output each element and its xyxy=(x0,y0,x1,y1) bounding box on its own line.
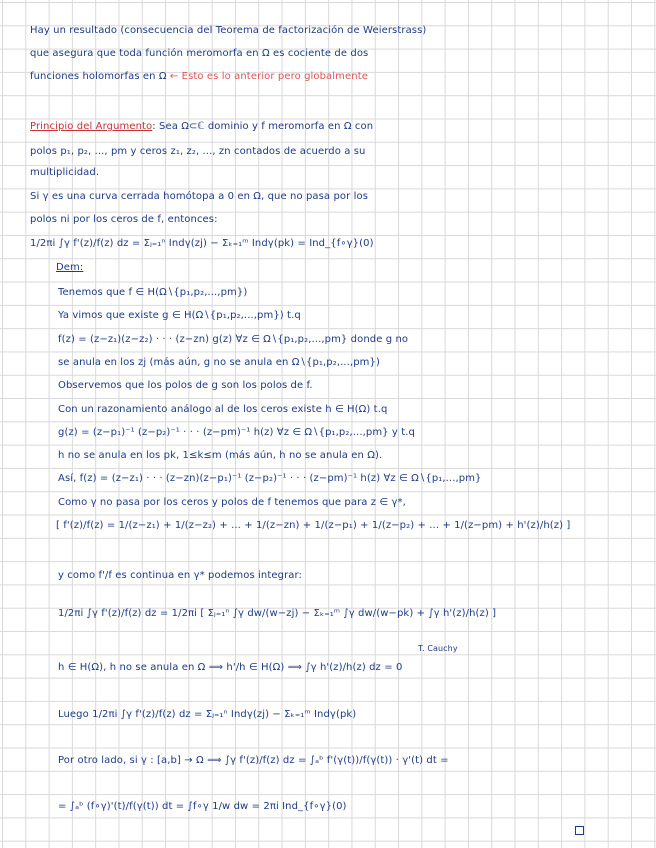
proof-holomorphic-line: h ∈ H(Ω), h no se anula en Ω ⟹ h'/h ∈ H(Ω) ⟹ ∫γ h'(z)/h(z) dz = 0 xyxy=(58,662,403,673)
principle-line-5: polos ni por los ceros de f, entonces: xyxy=(30,214,218,225)
intro-red-note: ← Esto es lo anterior pero globalmente xyxy=(169,71,368,82)
proof-line-6: Con un razonamiento análogo al de los ceros existe h ∈ H(Ω) t.q xyxy=(58,404,388,415)
proof-otro-lado-line: Por otro lado, si γ : [a,b] → Ω ⟹ ∫γ f'(z)/f(z) dz = ∫ₐᵇ f'(γ(t))/f(γ(t)) · γ'(t) dt = xyxy=(58,755,449,766)
proof-boxed-identity: [ f'(z)/f(z) = 1/(z−z₁) + 1/(z−z₂) + ... + 1/(z−zn) + 1/(z−p₁) + 1/(z−p₂) + ... + 1/(z−pm) + h'(z)/h(z) ] xyxy=(56,520,571,531)
proof-line-8: h no se anula en los pk, 1≤k≤m (más aún, h no se anula en Ω). xyxy=(58,450,383,461)
principle-line-3: multiplicidad. xyxy=(30,167,100,178)
qed-square-icon xyxy=(575,826,584,835)
intro-line-3 xyxy=(30,70,368,84)
principle-line-4: Si γ es una curva cerrada homótopa a 0 en Ω, que no pasa por los xyxy=(30,191,369,202)
proof-integral-line: 1/2πi ∫γ f'(z)/f(z) dz = 1/2πi [ Σⱼ₌₁ⁿ ∫γ dw/(w−zj) − Σₖ₌₁ᵐ ∫γ dw/(w−pk) + ∫γ h'(z)/h(z) ] xyxy=(58,608,497,619)
proof-label: Dem: xyxy=(56,262,84,273)
principle-formula: 1/2πi ∫γ f'(z)/f(z) dz = Σⱼ₌₁ⁿ Indγ(zj) − Σₖ₌₁ᵐ Indγ(pk) = Ind_{f∘γ}(0) xyxy=(30,238,374,249)
principle-line-2: polos p₁, p₂, ..., pm y ceros z₁, z₂, ..., zn contados de acuerdo a su xyxy=(30,146,366,157)
proof-line-4: se anula en los zj (más aún, g no se anula en Ω∖{p₁,p₂,...,pm}) xyxy=(58,357,380,368)
proof-continuous-line: y como f'/f es continua en γ* podemos integrar: xyxy=(58,570,303,581)
proof-line-1: Tenemos que f ∈ H(Ω∖{p₁,p₂,...,pm}) xyxy=(58,287,248,298)
intro-line-1: Hay un resultado (consecuencia del Teorema de factorización de Weierstrass) xyxy=(30,25,427,36)
intro-line-3-main: funciones holomorfas en Ω xyxy=(30,71,167,82)
principle-line-1-rest: : Sea Ω⊂ℂ dominio y f meromorfa en Ω con xyxy=(152,121,374,132)
proof-line-3: f(z) = (z−z₁)(z−z₂) · · · (z−zn) g(z) ∀z ∈ Ω∖{p₁,p₂,...,pm} donde g no xyxy=(58,334,409,345)
proof-luego-line: Luego 1/2πi ∫γ f'(z)/f(z) dz = Σⱼ₌₁ⁿ Indγ(zj) − Σₖ₌₁ᵐ Indγ(pk) xyxy=(58,709,357,720)
proof-final-line: = ∫ₐᵇ (f∘γ)'(t)/f(γ(t)) dt = ∫f∘γ 1/w dw = 2πi Ind_{f∘γ}(0) xyxy=(58,801,347,812)
proof-line-10: Como γ no pasa por los ceros y polos de f tenemos que para z ∈ γ*, xyxy=(58,497,406,508)
principle-title: Principio del Argumento xyxy=(30,121,153,132)
intro-line-2: que asegura que toda función meromorfa en Ω es cociente de dos xyxy=(30,48,369,59)
proof-line-2: Ya vimos que existe g ∈ H(Ω∖{p₁,p₂,...,pm}) t.q xyxy=(58,310,301,321)
proof-line-5: Observemos que los polos de g son los polos de f. xyxy=(58,380,313,391)
cauchy-note: T. Cauchy xyxy=(418,644,458,653)
proof-line-7: g(z) = (z−p₁)⁻¹ (z−p₂)⁻¹ · · · (z−pm)⁻¹ h(z) ∀z ∈ Ω∖{p₁,p₂,...,pm} y t.q xyxy=(58,427,415,438)
principle-line-1 xyxy=(30,120,373,134)
proof-line-9: Así, f(z) = (z−z₁) · · · (z−zn)(z−p₁)⁻¹ (z−p₂)⁻¹ · · · (z−pm)⁻¹ h(z) ∀z ∈ Ω∖{p₁,...,pm} xyxy=(58,473,482,484)
